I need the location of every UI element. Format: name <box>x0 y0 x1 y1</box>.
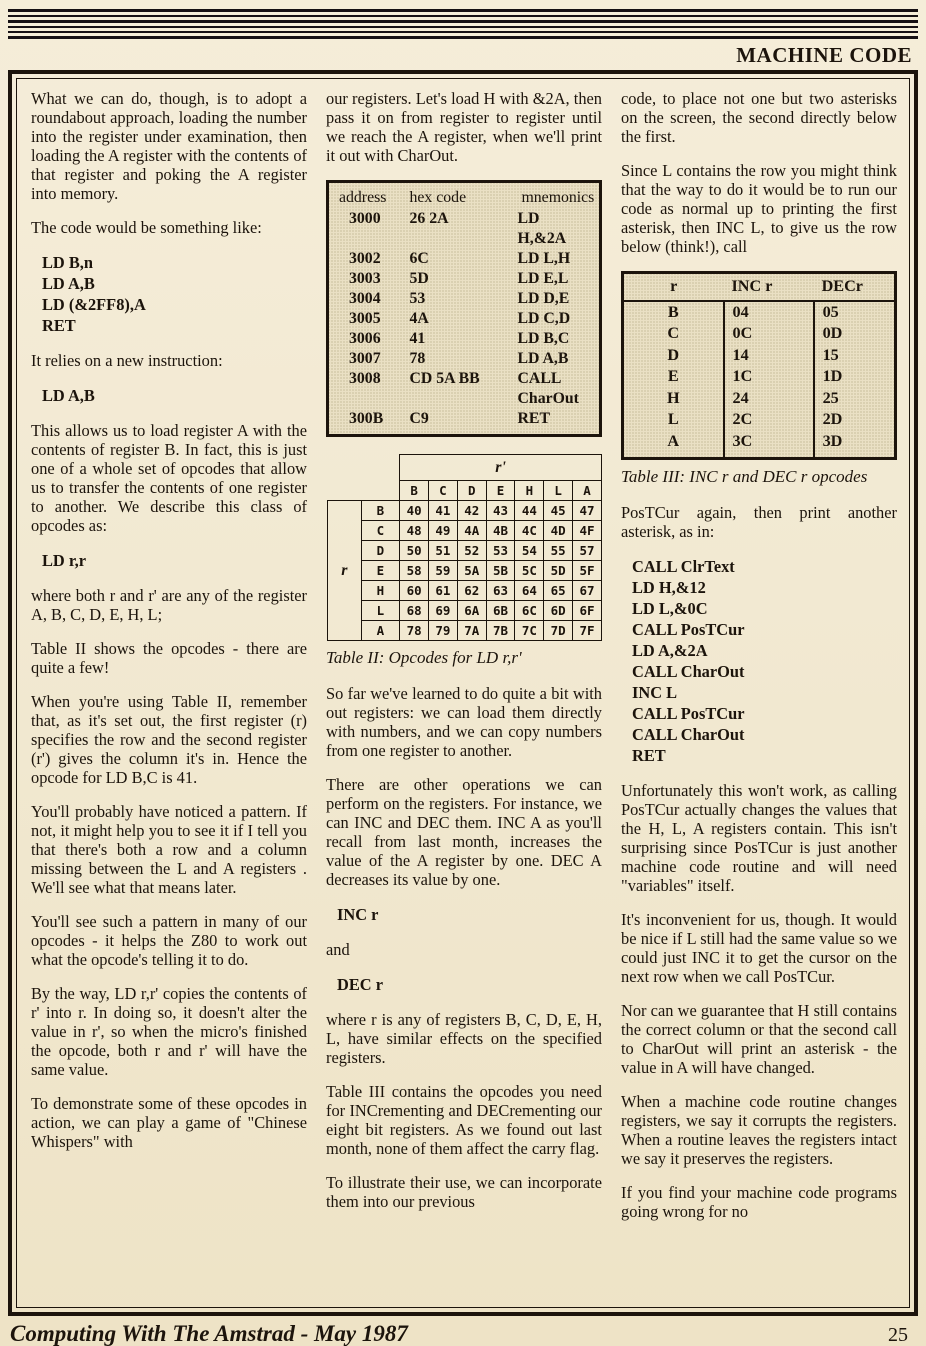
table-row <box>328 209 601 249</box>
table-cell: 04 <box>724 301 814 324</box>
code-line: LD A,B <box>42 386 95 405</box>
table-row <box>328 409 601 436</box>
table-cell: 3005 <box>349 310 381 327</box>
table-row <box>328 581 602 601</box>
table-row <box>328 349 601 369</box>
page-footer <box>0 1316 926 1346</box>
column-3 <box>621 89 897 1303</box>
table-row <box>623 431 896 459</box>
table-row <box>328 329 601 349</box>
table-cell: 1C <box>724 366 814 388</box>
table-cell: 59 <box>429 561 458 581</box>
table-cell: 3002 <box>349 250 381 267</box>
table-cell: 50 <box>400 541 429 561</box>
table-cell: 47 <box>573 501 602 521</box>
paragraph: our registers. Let's load H with &2A, then pass it on from register to register until we reach the A register, when we'll print it out with CharOut. <box>326 89 602 165</box>
column-header: D <box>457 481 486 501</box>
table-cell: 5C <box>515 561 544 581</box>
table-cell: 60 <box>400 581 429 601</box>
column-header: DECr <box>814 273 896 301</box>
rule-stripe <box>8 36 918 39</box>
code-line: CALL CharOut <box>632 662 745 681</box>
content-box-inner <box>16 78 910 1308</box>
code-line: LD A,B <box>42 274 95 293</box>
table-cell: D <box>667 345 680 364</box>
paragraph: PosTCur again, then print another asterisk, as in: <box>621 503 897 541</box>
table-row <box>328 481 602 501</box>
code-line: LD (&2FF8),A <box>42 295 146 314</box>
paragraph: You'll probably have noticed a pattern. If not, it might help you to see it if I tell you that there's both a row and a column missing between the L and A registers . We'll see what that means later. <box>31 802 307 897</box>
table-cell: 65 <box>544 581 573 601</box>
paragraph: It's inconvenient for us, though. It would be nice if L still had the same value so we could just INC it to get the cursor on the next row when we call PosTCur. <box>621 910 897 986</box>
table-row <box>328 541 602 561</box>
table-cell: 78 <box>400 621 429 641</box>
paragraph: You'll see such a pattern in many of our opcodes - it helps the Z80 to work out what the opcode's telling it to do. <box>31 912 307 969</box>
rule-stripe <box>8 9 918 12</box>
table-cell: 7F <box>573 621 602 641</box>
table-cell: 64 <box>515 581 544 601</box>
table-cell: 4B <box>486 521 515 541</box>
table-program-listing <box>326 180 602 437</box>
paragraph: where r is any of registers B, C, D, E, H, L, have similar effects on the specified registers. <box>326 1010 602 1067</box>
section-title: MACHINE CODE <box>736 43 912 67</box>
table-cell: 3008 <box>349 370 381 387</box>
table-cell: 6C <box>515 601 544 621</box>
code-line: CALL PosTCur <box>632 704 745 723</box>
table-cell: 3C <box>724 431 814 459</box>
code-line: LD r,r <box>42 551 87 570</box>
table-cell: 54 <box>515 541 544 561</box>
paragraph: When you're using Table II, remember that, as it's set out, the first register (r) specifies the row and the second register (r') gives the column it's in. Hence the opcode for LD B,C is 41. <box>31 692 307 787</box>
table-cell: 48 <box>400 521 429 541</box>
column-header: L <box>544 481 573 501</box>
table-header-row <box>328 182 601 210</box>
table-cell: 24 <box>724 388 814 410</box>
paragraph: It relies on a new instruction: <box>31 351 223 370</box>
table-cell: 41 <box>429 501 458 521</box>
paragraph: and <box>326 940 350 959</box>
table-cell: 53 <box>409 290 426 307</box>
table-row <box>623 301 896 324</box>
table-cell: 15 <box>814 345 896 367</box>
table-cell: 6B <box>486 601 515 621</box>
table-cell: 41 <box>409 330 426 347</box>
table-cell: 58 <box>400 561 429 581</box>
row-header: D <box>361 541 400 561</box>
row-group-label: r <box>328 501 362 641</box>
column-header: H <box>515 481 544 501</box>
table-cell: 42 <box>457 501 486 521</box>
paragraph: By the way, LD r,r' copies the contents of r' into r. In doing so, it doesn't alter the value in r', so when the micro's finished the opcode, both r and r' will have the same value. <box>31 984 307 1079</box>
row-header: A <box>361 621 400 641</box>
table-cell: LD E,L <box>517 270 569 287</box>
table-cell: 52 <box>457 541 486 561</box>
table-cell: RET <box>517 410 550 427</box>
code-line: CALL PosTCur <box>632 620 745 639</box>
paragraph: Table II shows the opcodes - there are quite a few! <box>31 639 307 677</box>
table-cell: 69 <box>429 601 458 621</box>
table-inc-dec <box>621 271 897 460</box>
code-line: CALL ClrText <box>632 557 735 576</box>
column-header: E <box>486 481 515 501</box>
table-cell: LD L,H <box>517 250 571 267</box>
table-cell: H <box>666 388 680 407</box>
table-cell: 53 <box>486 541 515 561</box>
magazine-title: Computing With The Amstrad - May 1987 <box>10 1321 408 1346</box>
table-cell: 63 <box>486 581 515 601</box>
table-cell: 5B <box>486 561 515 581</box>
column-header: INC r <box>724 273 814 301</box>
column-header: A <box>573 481 602 501</box>
table-cell: 2C <box>724 409 814 431</box>
table-cell: LD C,D <box>517 310 571 327</box>
table-cell: C <box>667 324 680 342</box>
code-block <box>326 974 602 995</box>
paragraph: To demonstrate some of these opcodes in action, we can play a game of "Chinese Whispers" with <box>31 1094 307 1151</box>
table-cell: 7C <box>515 621 544 641</box>
table-cell: 2D <box>814 409 896 431</box>
table-cell: 43 <box>486 501 515 521</box>
table-cell: 5F <box>573 561 602 581</box>
paragraph: So far we've learned to do quite a bit with out registers: we can load them directly with numbers, and we can copy numbers from one register to another. <box>326 684 602 760</box>
code-line: INC L <box>632 683 678 702</box>
rule-stripe <box>8 26 918 28</box>
table-cell: 6C <box>409 250 429 267</box>
code-block <box>31 252 307 336</box>
paragraph: where both r and r' are any of the register A, B, C, D, E, H, L; <box>31 586 307 624</box>
code-block <box>31 550 307 571</box>
table-cell: 4D <box>544 521 573 541</box>
table-cell: 55 <box>544 541 573 561</box>
rule-stripe <box>8 20 918 23</box>
paragraph: code, to place not one but two asterisks on the screen, the second directly below the first. <box>621 89 897 146</box>
table-row <box>328 309 601 329</box>
column-header: C <box>429 481 458 501</box>
paragraph: Table III contains the opcodes you need for INCrementing and DECrementing our eight bit registers. As we found out last month, none of them affect the carry flag. <box>326 1082 602 1158</box>
table-cell: 6A <box>457 601 486 621</box>
table-cell: 7B <box>486 621 515 641</box>
table-cell: 79 <box>429 621 458 641</box>
table-cell: 45 <box>544 501 573 521</box>
table-cell: 68 <box>400 601 429 621</box>
row-header: B <box>361 501 400 521</box>
paragraph: Nor can we guarantee that H still contains the correct column or that the second call to CharOut will print an asterisk - the value in A will have changed. <box>621 1001 897 1077</box>
code-block <box>326 904 602 925</box>
table-cell: 26 2A <box>409 210 449 227</box>
table-cell: 3006 <box>349 330 381 347</box>
blank-corner <box>328 481 400 501</box>
code-line: DEC r <box>337 975 383 994</box>
table-row <box>328 521 602 541</box>
row-header: L <box>361 601 400 621</box>
code-line: LD L,&0C <box>632 599 708 618</box>
table-2-caption: Table II: Opcodes for LD r,r' <box>326 648 522 667</box>
table-cell: 49 <box>429 521 458 541</box>
table-row <box>623 323 896 345</box>
table-cell: 57 <box>573 541 602 561</box>
page-number: 25 <box>888 1324 908 1346</box>
table-row <box>328 621 602 641</box>
table-cell: 25 <box>814 388 896 410</box>
table-row <box>623 409 896 431</box>
paragraph: There are other operations we can perform on the registers. For instance, we can INC and DEC them. INC A as you'll recall from last month, increases the value of the A register by one. DEC A decreases its value by one. <box>326 775 602 889</box>
paragraph: When a machine code routine changes registers, we say it corrupts the registers. When a routine leaves the registers intact we say it preserves the registers. <box>621 1092 897 1168</box>
table-row <box>623 388 896 410</box>
header-rule-stripes <box>0 0 926 39</box>
paragraph: Unfortunately this won't work, as calling PosTCur actually changes the values that the H, L, A registers contain. This isn't surprising since PosTCur is just another machine code routine and will need "variables" itself. <box>621 781 897 895</box>
table-row <box>623 366 896 388</box>
column-header: address <box>339 189 387 206</box>
table-cell: 78 <box>409 350 426 367</box>
table-cell: E <box>667 367 679 385</box>
table-header-row <box>623 273 896 301</box>
table-cell: 5D <box>544 561 573 581</box>
table-cell: 6D <box>544 601 573 621</box>
paragraph: What we can do, though, is to adopt a roundabout approach, loading the number into the register under examination, then loading the A register with the contents of that register and poking the A register into memory. <box>31 89 307 203</box>
table-cell: LD B,C <box>517 330 570 347</box>
table-cell: 3D <box>814 431 896 459</box>
table-cell: LD D,E <box>517 290 570 307</box>
table-cell: LD A,B <box>517 350 569 367</box>
code-line: RET <box>42 316 76 335</box>
code-line: LD B,n <box>42 253 94 272</box>
column-header: mnemonics <box>521 189 595 206</box>
table-cell: 7A <box>457 621 486 641</box>
table-cell: 5D <box>409 270 429 287</box>
table-cell: 6F <box>573 601 602 621</box>
table-cell: 0D <box>814 323 896 345</box>
table-row <box>328 249 601 269</box>
table-cell: CALL CharOut <box>517 370 579 407</box>
table-cell: B <box>667 302 679 321</box>
table-row <box>328 289 601 309</box>
table-cell: LD H,&2A <box>517 210 567 247</box>
column-header: hex code <box>409 189 467 206</box>
row-header: C <box>361 521 400 541</box>
table-cell: 3004 <box>349 290 381 307</box>
column-group-label: r' <box>400 455 602 481</box>
table-cell: 51 <box>429 541 458 561</box>
table-cell: 05 <box>814 301 896 324</box>
table-cell: 44 <box>515 501 544 521</box>
table-cell: 1D <box>814 366 896 388</box>
code-line: LD A,&2A <box>632 641 708 660</box>
paragraph: The code would be something like: <box>31 218 262 237</box>
blank-corner <box>328 455 400 481</box>
table-row <box>328 269 601 289</box>
table-cell: 4A <box>457 521 486 541</box>
table-cell: 3003 <box>349 270 381 287</box>
code-line: LD H,&12 <box>632 578 706 597</box>
table-cell: 14 <box>724 345 814 367</box>
code-block <box>621 556 897 766</box>
paragraph: This allows us to load register A with the contents of register B. In fact, this is just one of a whole set of opcodes that allow us to transfer the contents of one register to another. We describe this class of opcodes as: <box>31 421 307 535</box>
table-row <box>328 501 602 521</box>
table-cell: 67 <box>573 581 602 601</box>
table-cell: C9 <box>409 410 429 427</box>
column-header: r <box>623 273 724 301</box>
table-cell: 3007 <box>349 350 381 367</box>
table-cell: 4A <box>409 310 429 327</box>
rule-stripe <box>8 31 918 33</box>
table-row <box>328 561 602 581</box>
column-2 <box>326 89 602 1303</box>
table-cell: 300B <box>349 410 384 427</box>
paragraph: Since L contains the row you might think that the way to do it would be to run our code as normal up to printing the first asterisk, then INC L, to give us the row below (think!), call <box>621 161 897 256</box>
row-header: E <box>361 561 400 581</box>
table-cell: 4F <box>573 521 602 541</box>
paragraph: If you find your machine code programs going wrong for no <box>621 1183 897 1221</box>
table-cell: A <box>667 431 680 450</box>
code-line: RET <box>632 746 666 765</box>
code-line: CALL CharOut <box>632 725 745 744</box>
table-row <box>623 345 896 367</box>
table-row <box>328 455 602 481</box>
table-cell: 7D <box>544 621 573 641</box>
table-cell: CD 5A BB <box>409 370 480 387</box>
table-cell: 62 <box>457 581 486 601</box>
paragraph: To illustrate their use, we can incorporate them into our previous <box>326 1173 602 1211</box>
row-header: H <box>361 581 400 601</box>
column-1 <box>31 89 307 1303</box>
table-cell: 5A <box>457 561 486 581</box>
table-cell: 4C <box>515 521 544 541</box>
table-cell: 40 <box>400 501 429 521</box>
table-cell: 0C <box>724 323 814 345</box>
rule-stripe <box>8 15 918 17</box>
code-line: INC r <box>337 905 379 924</box>
table-row <box>328 369 601 409</box>
column-header: B <box>400 481 429 501</box>
code-block <box>31 385 307 406</box>
table-cell: L <box>667 410 679 428</box>
table-row <box>328 601 602 621</box>
table-opcode-grid <box>327 454 602 641</box>
table-cell: 3000 <box>349 210 381 227</box>
content-box <box>8 70 918 1316</box>
table-3-caption: Table III: INC r and DEC r opcodes <box>621 467 868 486</box>
table-cell: 61 <box>429 581 458 601</box>
